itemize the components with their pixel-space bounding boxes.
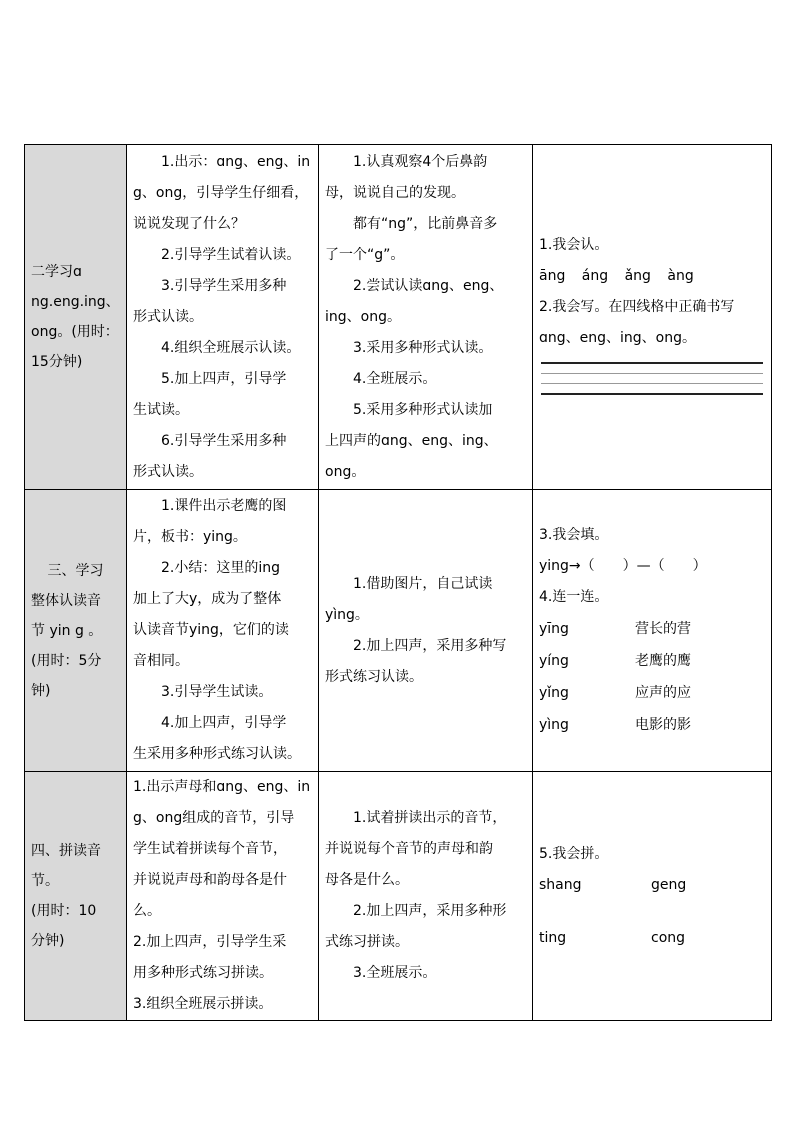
teacher-line: 2.引导学生试着认读。 — [161, 246, 301, 263]
teacher-line: 学生试着拼读每个音节， — [133, 841, 287, 857]
stage-text: 三、学习 — [47, 562, 104, 579]
teacher-line: 1.出示：ɑng、eng、in — [161, 153, 311, 170]
match-word: 老鹰的鹰 — [635, 653, 691, 669]
teacher-activity-cell — [127, 145, 319, 490]
stage-text: ong。(用时： — [31, 324, 119, 340]
match-pair — [539, 645, 765, 677]
teacher-line: 5.加上四声，引导学 — [161, 370, 287, 387]
student-line: 5.采用多种形式认读加 — [353, 401, 493, 418]
teacher-line: 生试读。 — [133, 401, 189, 418]
teacher-line: 2.小结：这里的ing — [161, 560, 281, 576]
teacher-activity-cell — [127, 772, 319, 1021]
stage-text: (用时：5分 — [31, 652, 102, 669]
syllable: cong — [651, 929, 686, 946]
match-pair — [539, 709, 765, 741]
student-line: 母，说说自己的发现。 — [325, 184, 465, 201]
stage-text: 整体认读音 — [31, 592, 101, 609]
stage-text: ng.eng.ing、 — [31, 294, 120, 310]
student-line: 都有“ng”，比前鼻音多 — [353, 215, 498, 232]
student-line: 3.全班展示。 — [353, 965, 437, 981]
student-line: 2.加上四声，采用多种写 — [353, 637, 507, 654]
stage-cell — [25, 490, 127, 772]
teacher-line: 6.引导学生采用多种 — [161, 432, 287, 449]
match-pair — [539, 677, 765, 709]
teacher-line: 说说发现了什么？ — [133, 215, 245, 232]
match-pinyin: yīng — [539, 621, 569, 637]
exercise-line: 5.我会拼。 — [539, 845, 609, 862]
table-row — [25, 490, 772, 772]
lesson-plan-table — [24, 144, 772, 1021]
grid-line — [541, 393, 763, 395]
teacher-line: 2.加上四声，引导学生采 — [133, 934, 287, 950]
syllable-grid — [539, 923, 765, 954]
student-line: 1.认真观察4个后鼻韵 — [353, 153, 488, 170]
student-activity-cell — [319, 490, 533, 772]
stage-text: 节 yin g 。 — [31, 622, 103, 639]
exercise-line: 3.我会填。 — [539, 527, 609, 543]
teacher-line: 形式认读。 — [133, 463, 203, 480]
student-line: 并说说每个音节的声母和韵 — [325, 841, 493, 857]
match-word: 应声的应 — [635, 685, 691, 701]
student-line: yìng。 — [325, 606, 369, 623]
match-pinyin: yíng — [539, 653, 569, 669]
match-word: 电影的影 — [635, 717, 691, 733]
teacher-line: 用多种形式练习拼读。 — [133, 965, 273, 981]
teacher-line: 形式认读。 — [133, 308, 203, 325]
teacher-line: 认读音节ying，它们的读 — [133, 622, 289, 638]
teacher-line: 么。 — [133, 903, 161, 919]
student-line: ing、ong。 — [325, 308, 401, 325]
student-line: ong。 — [325, 463, 366, 480]
table-row — [25, 772, 772, 1021]
teacher-line: 加上了大y，成为了整体 — [133, 591, 282, 607]
teacher-line: g、ong，引导学生仔细看， — [133, 184, 309, 201]
grid-line — [541, 373, 763, 374]
table-row — [25, 145, 772, 490]
student-line: 式练习拼读。 — [325, 934, 409, 950]
teacher-line: 3.引导学生采用多种 — [161, 277, 287, 294]
match-word: 营长的营 — [635, 621, 691, 637]
teacher-line: 1.课件出示老鹰的图 — [161, 498, 287, 514]
exercise-cell — [533, 772, 772, 1021]
exercise-line: āng áng ǎng àng — [539, 268, 694, 284]
student-line: 2.加上四声，采用多种形 — [353, 903, 507, 919]
grid-line — [541, 362, 763, 364]
teacher-line: 3.引导学生试读。 — [161, 684, 273, 700]
syllable: ting — [539, 929, 567, 946]
stage-cell — [25, 145, 127, 490]
exercise-line: 1.我会认。 — [539, 237, 609, 253]
student-line: 了一个“g”。 — [325, 246, 405, 263]
syllable: geng — [651, 876, 687, 893]
spacer — [539, 901, 765, 923]
student-line: 2.尝试认读ɑng、eng、 — [353, 277, 504, 294]
student-line: 形式练习认读。 — [325, 668, 423, 685]
exercise-line: ɑng、eng、ing、ong。 — [539, 330, 696, 346]
student-line: 1.借助图片，自己试读 — [353, 575, 493, 592]
stage-cell — [25, 772, 127, 1021]
grid-line — [541, 383, 763, 384]
teacher-line: 音相同。 — [133, 653, 189, 669]
teacher-line: 片，板书：ying。 — [133, 529, 247, 545]
stage-text: 分钟) — [31, 933, 65, 949]
student-activity-cell — [319, 772, 533, 1021]
teacher-line: 1.出示声母和ɑng、eng、in — [133, 779, 311, 795]
exercise-line: 4.连一连。 — [539, 589, 609, 605]
exercise-cell — [533, 490, 772, 772]
stage-text: 15分钟) — [31, 354, 83, 370]
four-line-grid — [541, 362, 763, 395]
student-line: 4.全班展示。 — [353, 370, 437, 387]
match-pair — [539, 613, 765, 645]
syllable: shang — [539, 876, 582, 893]
student-line: 3.采用多种形式认读。 — [353, 339, 493, 356]
student-line: 母各是什么。 — [325, 872, 409, 888]
student-activity-cell — [319, 145, 533, 490]
teacher-line: 4.加上四声，引导学 — [161, 715, 287, 731]
stage-text: (用时：10 — [31, 903, 97, 919]
teacher-line: 并说说声母和韵母各是什 — [133, 872, 287, 888]
match-pinyin: yìng — [539, 717, 569, 733]
teacher-line: g、ong组成的音节，引导 — [133, 810, 295, 826]
student-line: 上四声的ɑng、eng、ing、 — [325, 432, 498, 449]
teacher-line: 生采用多种形式练习认读。 — [133, 746, 301, 762]
stage-text: 钟) — [31, 682, 51, 699]
stage-text: 四、拼读音节。 — [31, 843, 101, 889]
teacher-line: 4.组织全班展示认读。 — [161, 339, 301, 356]
teacher-line: 3.组织全班展示拼读。 — [133, 996, 273, 1012]
fill-blank-line: ying→（ ）—（ ） — [539, 558, 707, 574]
match-pinyin: yǐng — [539, 685, 569, 701]
teacher-activity-cell — [127, 490, 319, 772]
student-line: 1.试着拼读出示的音节， — [353, 810, 507, 826]
syllable-grid — [539, 870, 765, 901]
exercise-line: 2.我会写。在四线格中正确书写 — [539, 299, 735, 315]
exercise-cell — [533, 145, 772, 490]
stage-text: 二学习ɑ — [31, 264, 82, 280]
